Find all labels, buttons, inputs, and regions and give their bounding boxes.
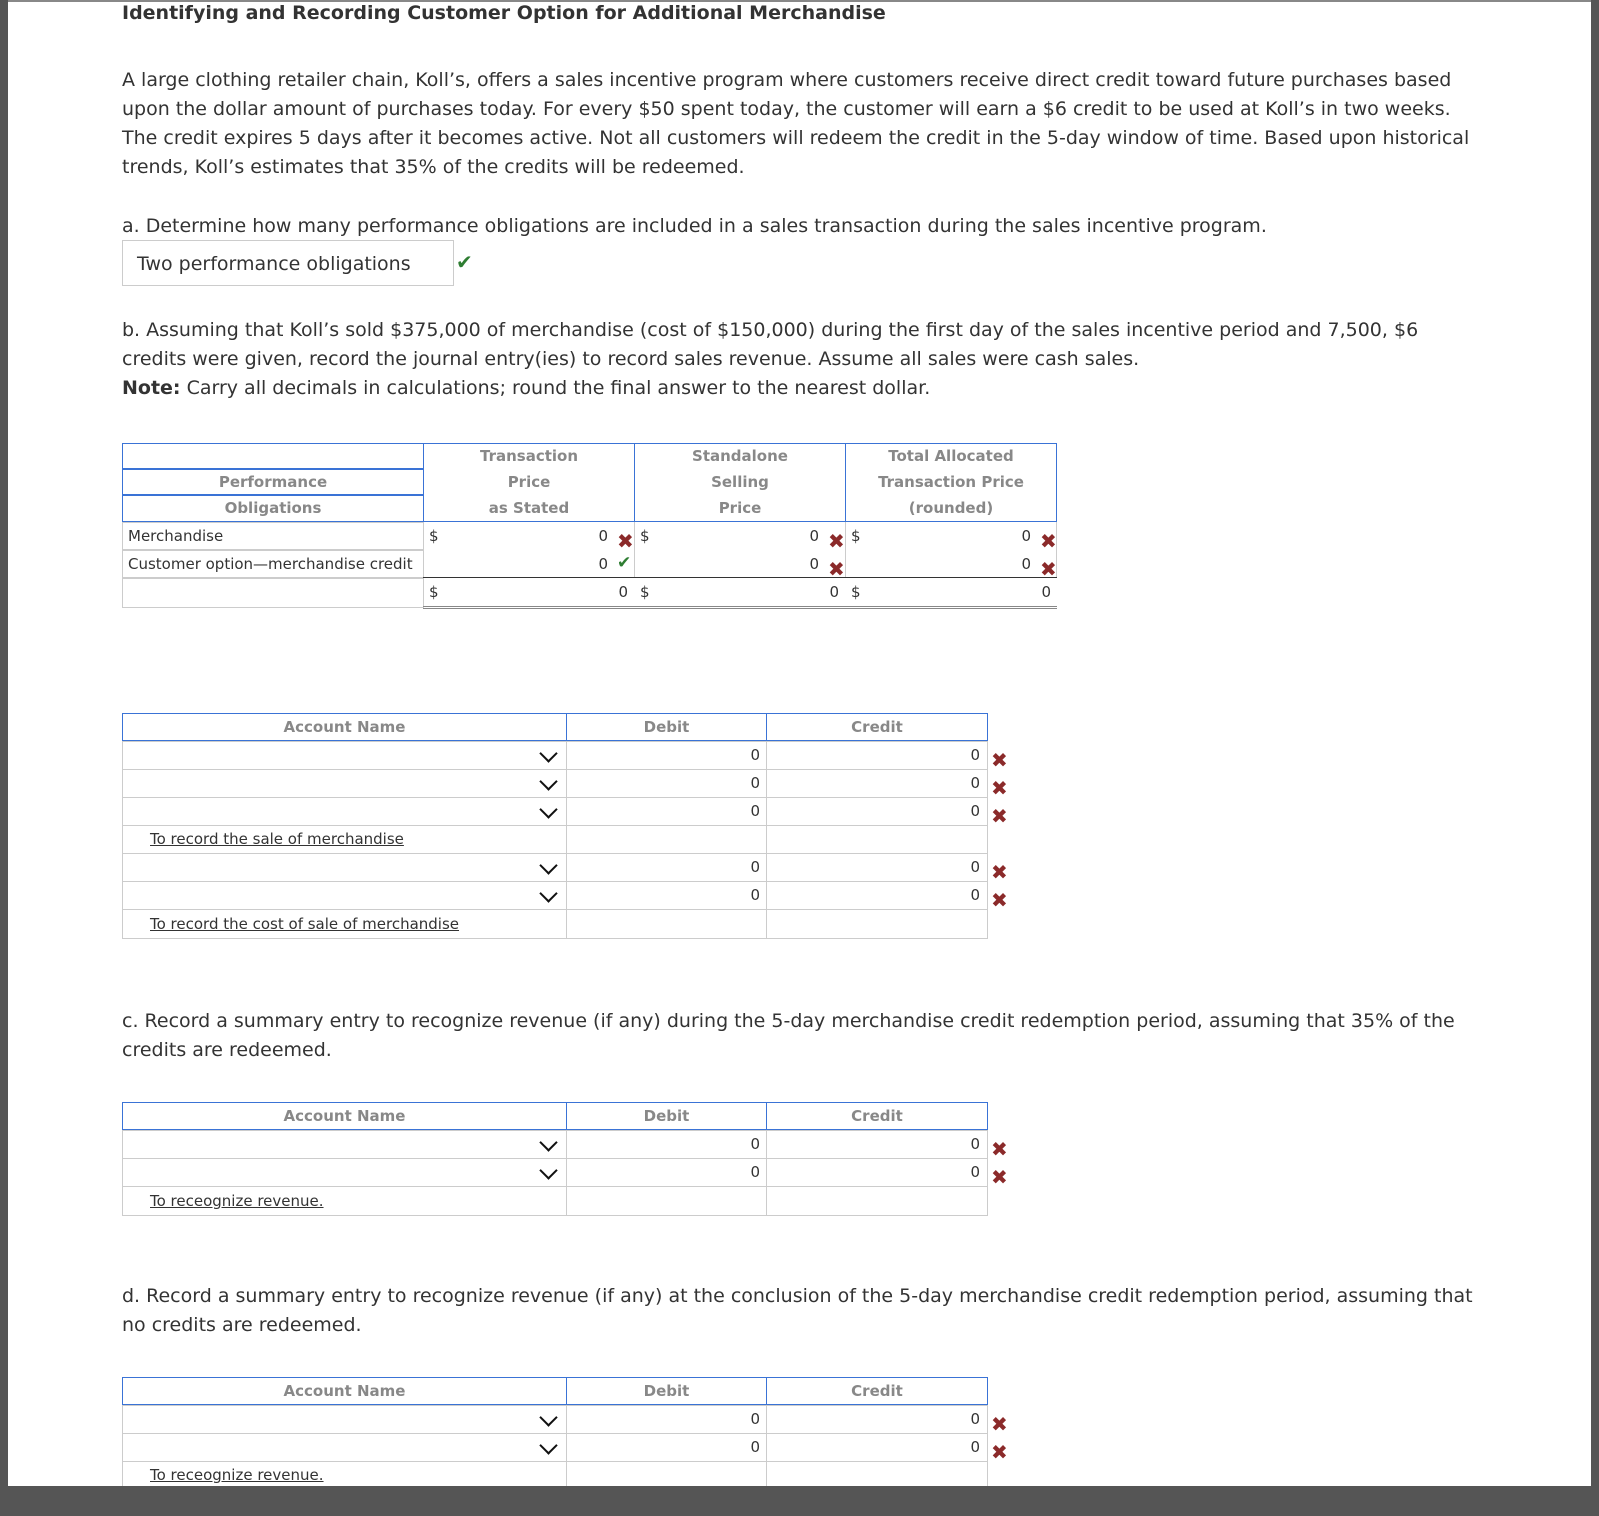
credit-input[interactable]: 0	[970, 774, 980, 792]
journal-hdr-account: Account Name	[122, 713, 567, 741]
note-label: Note:	[122, 377, 181, 399]
account-select[interactable]	[122, 1433, 567, 1462]
alloc-hdr-ssp-1: Standalone	[692, 447, 788, 465]
part-a-question: a. Determine how many performance obligations are included in a sales transaction during the sales incentive program.	[122, 215, 1267, 237]
account-select[interactable]	[122, 1158, 567, 1187]
debit-input[interactable]: 0	[750, 886, 760, 904]
merch-total-input[interactable]: 0	[1021, 527, 1031, 545]
check-icon: ✔	[456, 250, 473, 274]
debit-cell	[566, 1461, 767, 1486]
right-frame	[1591, 0, 1599, 1516]
merch-price-input[interactable]: 0	[598, 527, 608, 545]
journal-hdr-debit: Debit	[566, 713, 767, 741]
debit-cell	[566, 825, 767, 854]
debit-input[interactable]: 0	[750, 774, 760, 792]
cross-icon: ✖	[991, 804, 1008, 828]
credit-input[interactable]: 0	[970, 1410, 980, 1428]
part-d-question: d. Record a summary entry to recognize revenue (if any) at the conclusion of the 5-day merchandise credit redemption period, assuming that no credits are redeemed.	[122, 1285, 1473, 1336]
cross-icon: ✖	[991, 1137, 1008, 1161]
debit-input[interactable]: 0	[750, 858, 760, 876]
cross-icon: ✖	[991, 860, 1008, 884]
account-select[interactable]	[122, 769, 567, 798]
intro-paragraph: A large clothing retailer chain, Koll’s, offers a sales incentive program where customers receive direct credit toward future purchases based upon the dollar amount of purchases today. For every $50 spent today, the customer will earn a $6 credit to be used at Koll’s in two weeks. The credit expires 5 days after it becomes active. Not all customers will redeem the credit in the 5-day window of time. Based upon historical trends, Koll’s estimates that 35% of the credits will be redeemed.	[122, 69, 1470, 178]
journal-hdr-credit: Credit	[766, 1377, 988, 1405]
credit-input[interactable]: 0	[970, 802, 980, 820]
debit-input[interactable]: 0	[750, 1135, 760, 1153]
subtotal-line	[423, 577, 1057, 578]
left-frame	[0, 0, 8, 1516]
alloc-hdr-price-2: Price	[507, 473, 551, 491]
credit-input[interactable]: 0	[970, 1438, 980, 1456]
memo-recognize-revenue: To receognize revenue.	[150, 1466, 324, 1484]
alloc-hdr-total-1: Total Allocated	[888, 447, 1014, 465]
cross-icon: ✖	[991, 888, 1008, 912]
credit-input[interactable]: 0	[970, 858, 980, 876]
credit-input[interactable]: 0	[970, 1163, 980, 1181]
check-icon: ✔	[617, 553, 632, 573]
currency-sign: $	[429, 583, 439, 601]
debit-input[interactable]: 0	[750, 1438, 760, 1456]
alloc-hdr-price-1: Transaction	[479, 447, 579, 465]
cross-icon: ✖	[617, 529, 634, 553]
journal-hdr-debit: Debit	[566, 1102, 767, 1130]
total-double-line	[423, 606, 1057, 609]
total-price-value: 0	[618, 583, 628, 601]
alloc-cell	[122, 578, 424, 608]
alloc-hdr-ssp-2: Selling	[711, 473, 769, 491]
cross-icon: ✖	[828, 557, 845, 581]
memo-record-cost: To record the cost of sale of merchandise	[150, 915, 460, 933]
alloc-hdr-price-3: as Stated	[488, 499, 570, 517]
credit-cell	[766, 1186, 988, 1216]
merch-ssp-input[interactable]: 0	[809, 527, 819, 545]
currency-sign: $	[851, 583, 861, 601]
cross-icon: ✖	[991, 1440, 1008, 1464]
bottom-frame	[0, 1486, 1599, 1516]
page-title: Identifying and Recording Customer Option for Additional Merchandise	[122, 2, 886, 24]
debit-input[interactable]: 0	[750, 1163, 760, 1181]
cross-icon: ✖	[991, 748, 1008, 772]
alloc-hdr-total-3: (rounded)	[908, 499, 994, 517]
account-select[interactable]	[122, 797, 567, 826]
credit-input[interactable]: 0	[970, 746, 980, 764]
credit-input[interactable]: 0	[970, 1135, 980, 1153]
debit-input[interactable]: 0	[750, 746, 760, 764]
alloc-hdr-perf-2: Obligations	[224, 499, 322, 517]
memo-record-sale: To record the sale of merchandise	[150, 830, 404, 848]
total-ssp-value: 0	[829, 583, 839, 601]
cross-icon: ✖	[1040, 557, 1057, 581]
part-b-question: b. Assuming that Koll’s sold $375,000 of merchandise (cost of $150,000) during the first day of the sales incentive period and 7,500, $6 credits were given, record the journal entry(ies) to record sales revenue. Assume all sales were cash sales.	[122, 319, 1419, 370]
account-select[interactable]	[122, 853, 567, 882]
option-ssp-input[interactable]: 0	[809, 555, 819, 573]
journal-hdr-account: Account Name	[122, 1377, 567, 1405]
cross-icon: ✖	[991, 1165, 1008, 1189]
account-select[interactable]	[122, 741, 567, 770]
debit-cell	[566, 909, 767, 939]
currency-sign: $	[851, 527, 861, 545]
cross-icon: ✖	[991, 776, 1008, 800]
currency-sign: $	[429, 527, 439, 545]
credit-input[interactable]: 0	[970, 886, 980, 904]
total-allocated-value: 0	[1041, 583, 1051, 601]
journal-hdr-credit: Credit	[766, 713, 988, 741]
account-select[interactable]	[122, 881, 567, 910]
option-price-input[interactable]: 0	[598, 555, 608, 573]
currency-sign: $	[640, 527, 650, 545]
cross-icon: ✖	[1040, 529, 1057, 553]
row-merchandise-label: Merchandise	[128, 527, 224, 545]
part-c-question: c. Record a summary entry to recognize revenue (if any) during the 5-day merchandise credit redemption period, assuming that 35% of the credits are redeemed.	[122, 1010, 1455, 1061]
debit-input[interactable]: 0	[750, 802, 760, 820]
account-select[interactable]	[122, 1405, 567, 1434]
journal-hdr-debit: Debit	[566, 1377, 767, 1405]
part-b-note	[122, 374, 1482, 403]
row-customer-option-label: Customer option—merchandise credit	[128, 555, 413, 573]
memo-recognize-revenue: To receognize revenue.	[150, 1192, 324, 1210]
credit-cell	[766, 909, 988, 939]
alloc-hdr-total-2: Transaction Price	[878, 473, 1024, 491]
credit-cell	[766, 825, 988, 854]
alloc-hdr-cell	[122, 443, 424, 469]
part-a-answer-select[interactable]: Two performance obligations	[122, 240, 454, 286]
credit-cell	[766, 1461, 988, 1486]
debit-cell	[566, 1186, 767, 1216]
journal-hdr-credit: Credit	[766, 1102, 988, 1130]
debit-input[interactable]: 0	[750, 1410, 760, 1428]
alloc-hdr-perf-1: Performance	[218, 473, 328, 491]
cross-icon: ✖	[828, 529, 845, 553]
alloc-hdr-ssp-3: Price	[718, 499, 762, 517]
currency-sign: $	[640, 583, 650, 601]
option-total-input[interactable]: 0	[1021, 555, 1031, 573]
cross-icon: ✖	[991, 1412, 1008, 1436]
note-text: Carry all decimals in calculations; round the final answer to the nearest dollar.	[180, 377, 931, 399]
account-select[interactable]	[122, 1130, 567, 1159]
journal-hdr-account: Account Name	[122, 1102, 567, 1130]
